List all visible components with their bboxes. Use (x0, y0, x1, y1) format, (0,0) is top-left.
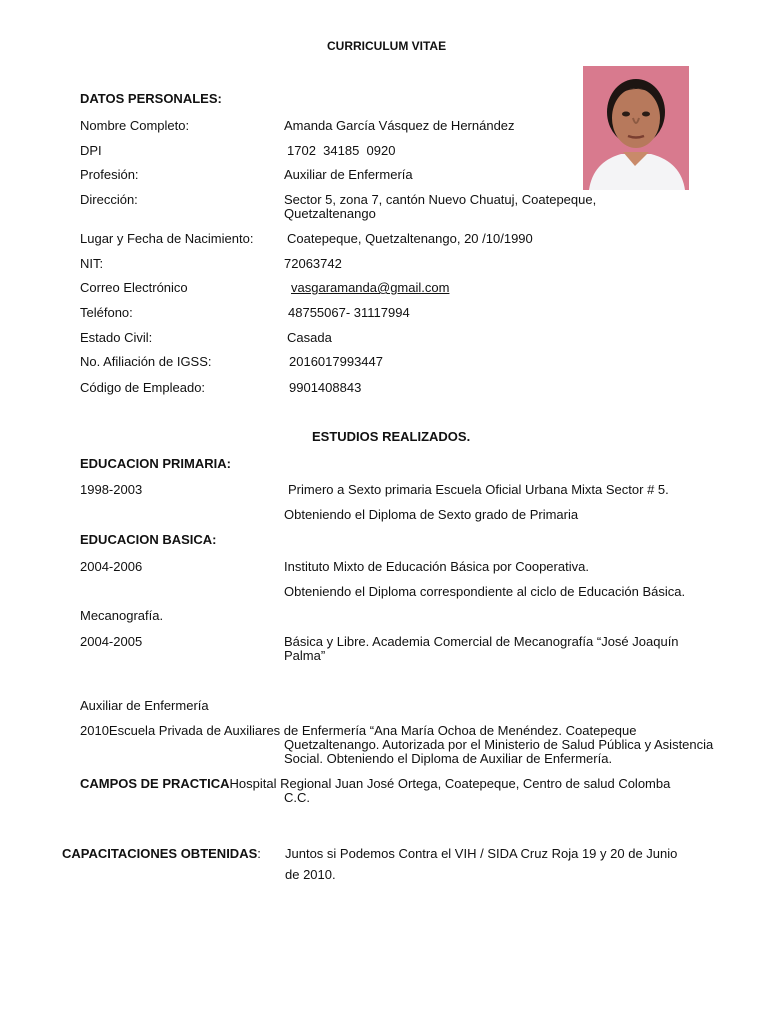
personal-data-heading: DATOS PERSONALES: (80, 91, 222, 106)
value-employee-code: 9901408843 (289, 380, 362, 395)
practice-label: CAMPOS DE PRACTICA (80, 776, 230, 791)
primary-line-1: Primero a Sexto primaria Escuela Oficial Urbana Mixta Sector # 5. (288, 482, 669, 497)
value-igss: 2016017993447 (289, 354, 383, 369)
value-nit: 72063742 (284, 256, 342, 271)
person-photo-icon (583, 66, 689, 190)
email-link[interactable]: vasgaramanda@gmail.com (291, 280, 450, 295)
training-colon: : (257, 846, 261, 861)
training-line-1: Juntos si Podemos Contra el VIH / SIDA Cruz Roja 19 y 20 de Junio (285, 846, 678, 861)
studies-heading: ESTUDIOS REALIZADOS. (312, 429, 471, 444)
nursing-heading: Auxiliar de Enfermería (80, 698, 209, 713)
value-civil-status: Casada (287, 330, 332, 345)
primary-line-2: Obteniendo el Diploma de Sexto grado de Primaria (284, 507, 579, 522)
basic-line-1: Instituto Mixto de Educación Básica por Cooperativa. (284, 559, 589, 574)
basic-line-2: Obteniendo el Diploma correspondiente al ciclo de Educación Básica. (284, 584, 686, 599)
label-profession: Profesión: (80, 167, 139, 182)
label-dpi: DPI (80, 143, 102, 158)
label-civil-status: Estado Civil: (80, 330, 153, 345)
primary-heading: EDUCACION PRIMARIA: (80, 456, 231, 471)
value-profession: Auxiliar de Enfermería (284, 167, 413, 182)
typing-text: Básica y Libre. Academia Comercial de Mecanografía “José Joaquín Palma” (284, 634, 679, 663)
value-address: Sector 5, zona 7, cantón Nuevo Chuatuj, Coatepeque, Quetzaltenango (284, 192, 597, 221)
practice-line-2: C.C. (284, 790, 310, 805)
practice-text: Hospital Regional Juan José Ortega, Coatepeque, Centro de salud Colomba (229, 776, 671, 791)
label-phone: Teléfono: (80, 305, 133, 320)
label-birth: Lugar y Fecha de Nacimiento: (80, 231, 254, 246)
value-birth: Coatepeque, Quetzaltenango, 20 /10/1990 (287, 231, 533, 246)
nursing-school: Escuela Privada de Auxiliares de Enfermería “Ana María Ochoa de Menéndez. Coatepeque (108, 723, 637, 738)
practice-line-1 (80, 777, 670, 791)
nursing-rest: Quetzaltenango. Autorizada por el Ministerio de Salud Pública y Asistencia Social. Obteniendo el Diploma de Auxiliar de Enfermería. (284, 737, 714, 766)
nursing-line-1 (80, 724, 636, 738)
nursing-years: 2010 (80, 723, 109, 738)
label-employee-code: Código de Empleado: (80, 380, 206, 395)
label-nit: NIT: (80, 256, 104, 271)
document-title: CURRICULUM VITAE (327, 39, 447, 53)
primary-years: 1998-2003 (80, 482, 143, 497)
label-full-name: Nombre Completo: (80, 118, 190, 133)
basic-years: 2004-2006 (80, 559, 143, 574)
label-email: Correo Electrónico (80, 280, 188, 295)
typing-years: 2004-2005 (80, 634, 143, 649)
value-phone: 48755067- 31117994 (288, 305, 410, 320)
training-label-row (62, 847, 261, 861)
value-full-name: Amanda García Vásquez de Hernández (284, 118, 515, 133)
training-line-2: de 2010. (285, 867, 336, 882)
profile-photo (583, 66, 689, 190)
typing-heading: Mecanografía. (80, 608, 164, 623)
label-address: Dirección: (80, 192, 138, 207)
basic-heading: EDUCACION BASICA: (80, 532, 217, 547)
training-label: CAPACITACIONES OBTENIDAS (62, 846, 258, 861)
value-dpi: 1702 34185 0920 (287, 143, 396, 158)
label-igss: No. Afiliación de IGSS: (80, 354, 212, 369)
